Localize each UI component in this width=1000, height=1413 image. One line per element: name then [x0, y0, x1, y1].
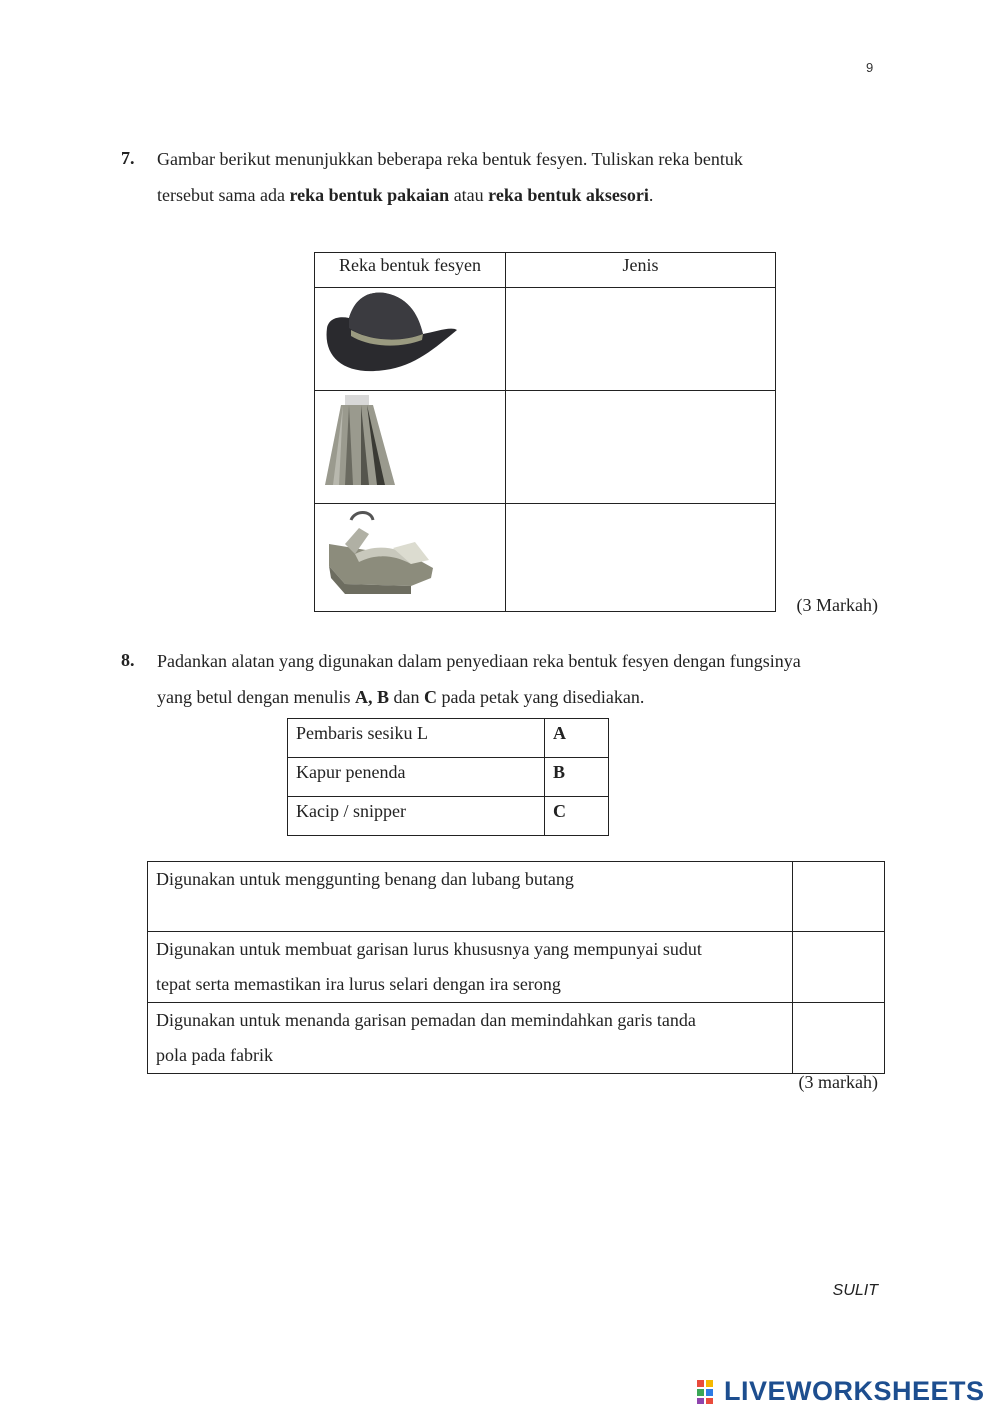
tool-letter: C — [545, 797, 609, 836]
function-description: Digunakan untuk menggunting benang dan lubang butang — [148, 862, 793, 932]
q8-marks: (3 markah) — [798, 1072, 878, 1092]
function-row — [148, 1003, 885, 1074]
liveworksheets-brand — [696, 1376, 985, 1407]
q8-line2: yang betul dengan menulis A, B dan C pada petak yang disediakan. — [157, 687, 645, 707]
type-answer-cell[interactable] — [506, 391, 776, 504]
tool-name: Kapur penenda — [288, 758, 545, 797]
hat-icon — [315, 288, 505, 385]
q7-number: 7. — [121, 148, 135, 168]
tool-letter: B — [545, 758, 609, 797]
tool-row — [288, 797, 609, 836]
liveworksheets-logo-icon — [696, 1379, 722, 1405]
function-answer-cell[interactable] — [793, 862, 885, 932]
q7-line2: tersebut sama ada reka bentuk pakaian atau reka bentuk aksesori. — [157, 185, 654, 205]
q8-number: 8. — [121, 650, 135, 670]
function-row — [148, 862, 885, 932]
function-row — [148, 932, 885, 1003]
header-type: Jenis — [506, 253, 776, 288]
type-answer-cell[interactable] — [506, 288, 776, 391]
function-description: Digunakan untuk membuat garisan lurus khususnya yang mempunyai sudut tepat serta memastikan ira lurus selari dengan ira serong — [148, 932, 793, 1003]
tool-letter: A — [545, 719, 609, 758]
tool-name: Kacip / snipper — [288, 797, 545, 836]
q8-line1: Padankan alatan yang digunakan dalam penyediaan reka bentuk fesyen dengan fungsinya — [157, 651, 801, 671]
header-design: Reka bentuk fesyen — [315, 253, 506, 288]
q8-text — [157, 643, 897, 715]
q7-line1: Gambar berikut menunjukkan beberapa reka bentuk fesyen. Tuliskan reka bentuk — [157, 149, 743, 169]
q7-text — [157, 141, 897, 213]
tools-table — [287, 718, 609, 836]
sulit-label: SULIT — [832, 1282, 878, 1299]
design-image-cell — [315, 288, 506, 391]
brand-text: LIVEWORKSHEETS — [724, 1376, 985, 1406]
functions-table — [147, 861, 885, 1074]
tool-row — [288, 719, 609, 758]
function-answer-cell[interactable] — [793, 1003, 885, 1074]
q7-marks: (3 Markah) — [796, 595, 878, 615]
function-answer-cell[interactable] — [793, 932, 885, 1003]
page-number: 9 — [866, 60, 874, 75]
skirt-icon — [315, 391, 505, 498]
design-image-cell — [315, 391, 506, 504]
fashion-design-table — [314, 252, 776, 612]
tool-name: Pembaris sesiku L — [288, 719, 545, 758]
sandal-icon — [315, 504, 505, 606]
design-image-cell — [315, 504, 506, 612]
type-answer-cell[interactable] — [506, 504, 776, 612]
tool-row — [288, 758, 609, 797]
function-description: Digunakan untuk menanda garisan pemadan dan memindahkan garis tanda pola pada fabrik — [148, 1003, 793, 1074]
